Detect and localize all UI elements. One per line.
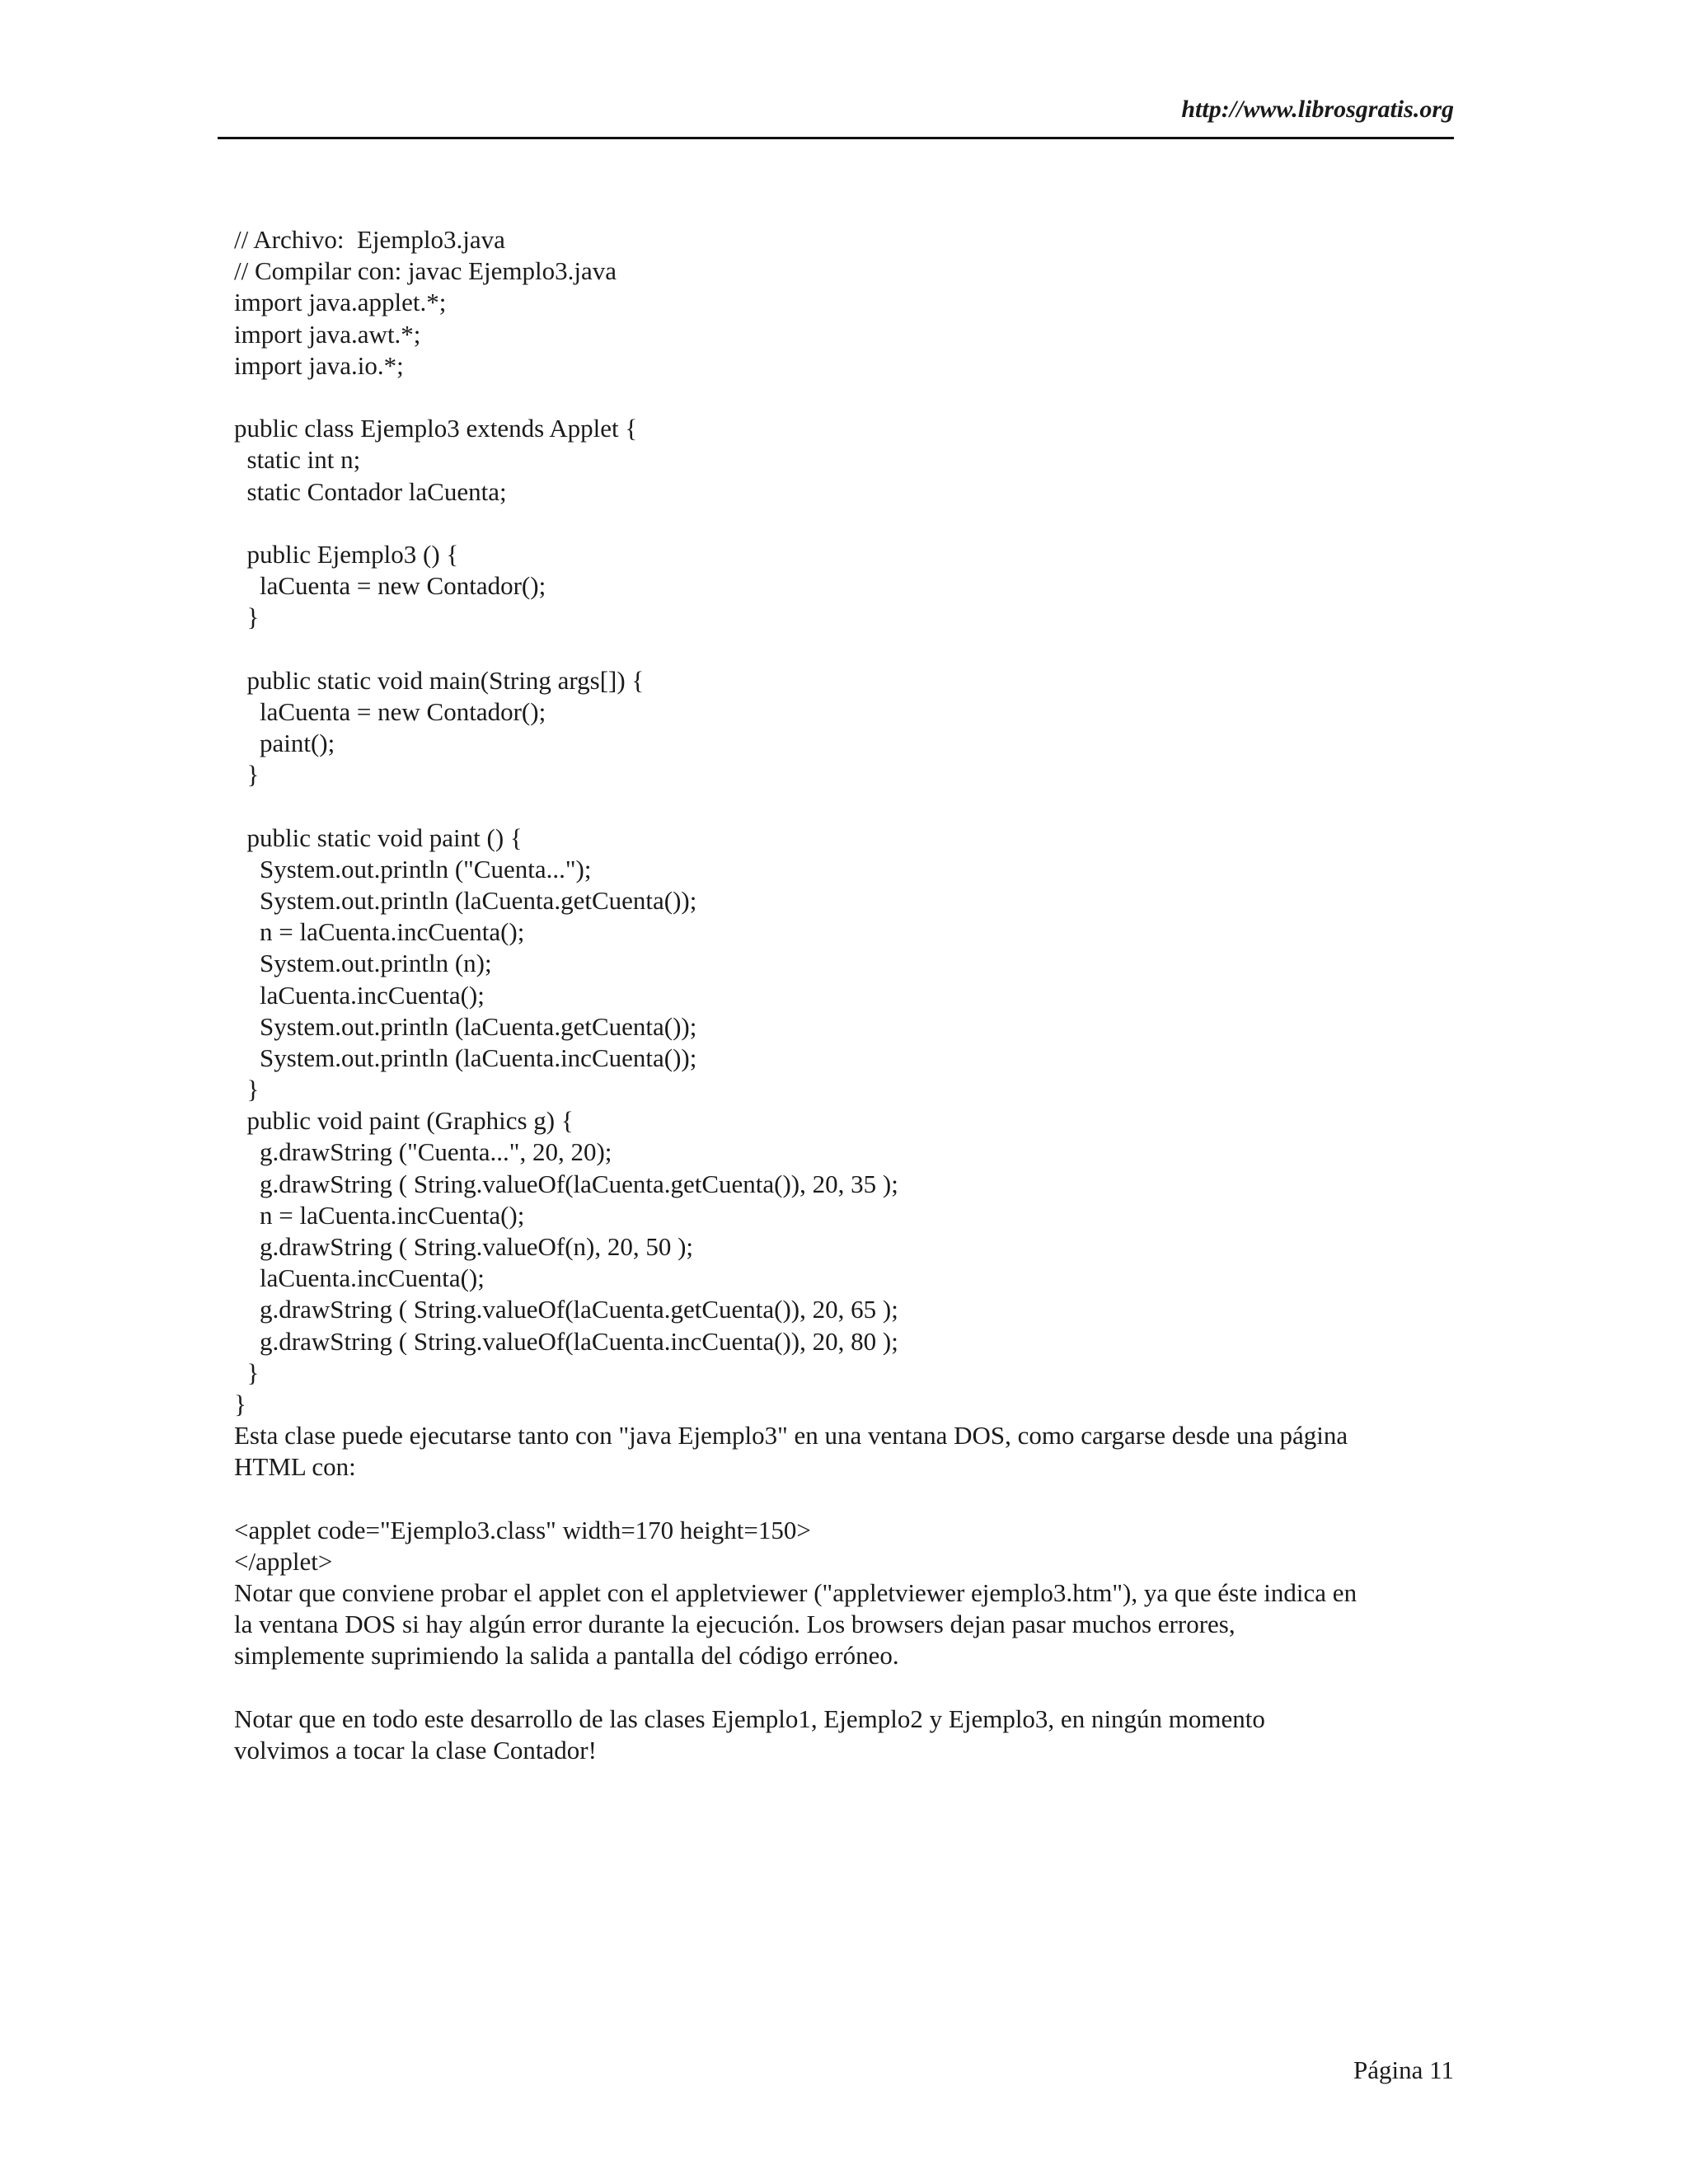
text-line: laCuenta = new Contador(); <box>234 696 546 726</box>
text-line: n = laCuenta.incCuenta(); <box>234 917 525 947</box>
text-line: Esta clase puede ejecutarse tanto con "java Ejemplo3" en una ventana DOS, como cargarse desde una página <box>234 1421 1348 1451</box>
text-line: } <box>234 1357 260 1387</box>
blank-line <box>234 790 1470 822</box>
page-number: Página 11 <box>1353 2055 1454 2084</box>
text-line: static int n; <box>234 445 361 475</box>
text-line: public void paint (Graphics g) { <box>234 1106 574 1136</box>
text-line: System.out.println ("Cuenta..."); <box>234 854 592 883</box>
text-line: volvimos a tocar la clase Contador! <box>234 1736 597 1765</box>
text-line: HTML con: <box>234 1452 356 1482</box>
text-line: g.drawString ( String.valueOf(n), 20, 50 ); <box>234 1232 694 1261</box>
blank-line <box>234 1483 1470 1515</box>
text-line: g.drawString ( String.valueOf(laCuenta.getCuenta()), 20, 65 ); <box>234 1295 898 1324</box>
blank-line <box>234 508 1470 539</box>
header-url: http://www.librosgratis.org <box>1181 96 1454 123</box>
text-line: public static void main(String args[]) { <box>234 665 645 695</box>
text-line: g.drawString ( String.valueOf(laCuenta.getCuenta()), 20, 35 ); <box>234 1169 898 1198</box>
text-line: </applet> <box>234 1546 333 1576</box>
text-line: laCuenta.incCuenta(); <box>234 1263 485 1293</box>
text-line: public static void paint () { <box>234 823 523 852</box>
text-line: System.out.println (laCuenta.getCuenta()); <box>234 885 697 915</box>
text-line: static Contador laCuenta; <box>234 476 507 506</box>
text-line: import java.io.*; <box>234 350 404 380</box>
text-line: // Compilar con: javac Ejemplo3.java <box>234 256 617 286</box>
text-line: import java.awt.*; <box>234 319 421 349</box>
text-line: g.drawString ("Cuenta...", 20, 20); <box>234 1137 612 1167</box>
text-line: <applet code="Ejemplo3.class" width=170 height=150> <box>234 1515 811 1544</box>
text-line: public class Ejemplo3 extends Applet { <box>234 414 638 443</box>
text-line: } <box>234 602 260 632</box>
text-line: } <box>234 760 260 790</box>
text-line: n = laCuenta.incCuenta(); <box>234 1200 525 1230</box>
page-body <box>234 224 1470 1766</box>
text-line: // Archivo: Ejemplo3.java <box>234 225 505 254</box>
text-line: paint(); <box>234 729 335 757</box>
header-rule <box>218 137 1454 139</box>
blank-line <box>234 382 1470 413</box>
text-line: import java.applet.*; <box>234 288 447 317</box>
text-line: laCuenta.incCuenta(); <box>234 980 485 1010</box>
text-line: public Ejemplo3 () { <box>234 539 459 569</box>
blank-line <box>234 1672 1470 1704</box>
text-line: g.drawString ( String.valueOf(laCuenta.incCuenta()), 20, 80 ); <box>234 1326 898 1356</box>
text-line: la ventana DOS si hay algún error durante la ejecución. Los browsers dejan pasar muchos errores, <box>234 1610 1236 1639</box>
text-line: simplemente suprimiendo la salida a pantalla del código erróneo. <box>234 1641 899 1671</box>
text-line: System.out.println (n); <box>234 949 492 978</box>
text-line: laCuenta = new Contador(); <box>234 571 546 601</box>
text-line: System.out.println (laCuenta.getCuenta()); <box>234 1011 697 1041</box>
text-line: Notar que conviene probar el applet con el appletviewer ("appletviewer ejemplo3.htm"), ya que éste indica en <box>234 1578 1357 1608</box>
text-line: } <box>234 1389 246 1418</box>
text-line: System.out.println (laCuenta.incCuenta()); <box>234 1043 697 1072</box>
blank-line <box>234 633 1470 664</box>
text-line: Notar que en todo este desarrollo de las clases Ejemplo1, Ejemplo2 y Ejemplo3, en ningún momento <box>234 1704 1265 1733</box>
text-line: } <box>234 1075 260 1104</box>
